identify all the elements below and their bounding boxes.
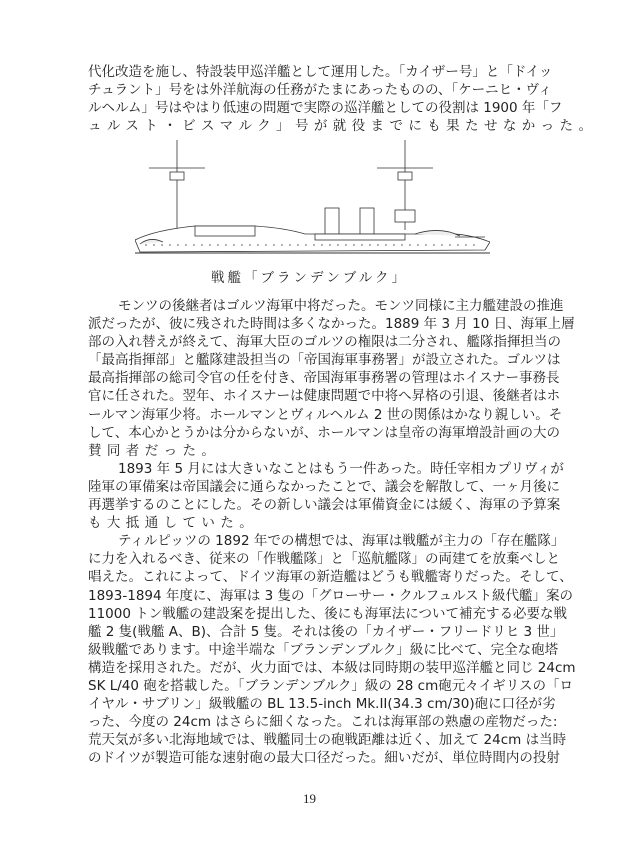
text-line: チュラント」号をは外洋航海の任務がたまにあったものの、「ケーニヒ・ヴィ (88, 82, 552, 99)
text-line: 部の入れ替えが終えて、海軍大臣のゴルツの権限は二分され、艦隊指揮担当の (88, 334, 562, 351)
top-paragraph (88, 63, 598, 135)
text-line: SK L/40 砲を搭載した。「ブランデンブルク」級の 28 cm砲元々イギリスの「ロ (88, 677, 573, 694)
text-line: 陸軍の軍備案は帝国議会に通らなかったことで、議会を解散して、一ヶ月後に (88, 478, 560, 495)
text-line: 再選挙するのことにした。その新しい議会は軍備資金には緩く、海軍の予算案 (88, 497, 561, 514)
text-line: 構造を採用された。だが、火力面では、本級は同時期の装甲巡洋艦と同じ 24cm (88, 659, 576, 676)
text-line: 荒天気が多い北海地域では、戦艦同士の砲戦距離は近く、加えて 24cm は当時 (88, 732, 567, 749)
text-line: して、本心かとうかは分からないが、ホールマンは皇帝の海軍増設計画の大の (88, 424, 560, 441)
body-text (88, 297, 576, 767)
text-line: 官に任された。翌年、ホイスナーは健康問題で中将へ昇格の引退、後継者はホ (88, 388, 561, 405)
figure-caption: 戦艦「ブランデンブルク」 (211, 270, 408, 286)
text-line: 11000 トン戦艦の建設案を提出した、後にも海軍法について補充する必要な戦 (88, 605, 567, 622)
text-line: のドイツが製造可能な速射砲の最大口径だった。細いだが、単位時間内の投射 (88, 750, 560, 767)
text-line: 代化改造を施し、特設装甲巡洋艦として運用した。「カイザー号」と「ドイッ (88, 64, 553, 80)
text-line: った、今度の 24cm はさらに細くなった。これは海軍部の熟慮の産物だった: (88, 714, 558, 731)
text-line: 級戦艦であります。中途半端な「ブランデンブルク」級に比べて、完全な砲塔 (88, 641, 559, 658)
page-number: 19 (303, 791, 316, 806)
text-line: モンツの後継者はゴルツ海軍中将だった。モンツ同様に主力艦建設の推進 (118, 298, 564, 314)
text-line: 派だったが、彼に残された時間は多くなかった。1889 年 3 月 10 日、海軍上層 (88, 316, 575, 333)
text-line: ールマン海軍少将。ホールマンとヴィルヘルム 2 世の関係はかなり親しい。そ (88, 406, 563, 423)
text-line: ュルスト・ビスマルク」号が就役までにも果たせなかった。 (88, 118, 598, 135)
text-line: 1893-1894 年度に、海軍は 3 隻の「グローサー・クルフュルスト級代艦」案の (88, 587, 574, 604)
text-line: 艦 2 隻(戦艦 A、B)、合計 5 隻。それは後の「カイザー・フリードリヒ 3 世」 (88, 623, 564, 640)
text-line: 「最高指揮部」と艦隊建設担当の「帝国海軍事務署」が設立された。ゴルツは (88, 352, 561, 369)
text-line: に力を入れるべき、従来の「作戦艦隊」と「巡航艦隊」の両建てを放棄べしと (88, 551, 560, 568)
text-line: も大抵通していた。 (88, 515, 259, 532)
text-line: ルヘルム」号はやはり低速の問題で実際の巡洋艦としての役割は 1900 年「フ (88, 100, 563, 117)
text-line: 最高指揮部の総司令官の任を付き、帝国海軍事務署の管理はホイスナー事務長 (88, 370, 560, 387)
battleship-illustration (135, 130, 490, 265)
text-line: ティルピッツの 1892 年での構想では、海軍は戦艦が主力の「存在艦隊」 (118, 533, 565, 550)
text-line: イヤル・サブリン」級戦艦の BL 13.5-inch Mk.II(34.3 cm/30)砲に口径が劣 (88, 696, 556, 713)
text-line: 賛同者だった。 (88, 442, 221, 459)
text-line: 唱えた。これによって、ドイツ海軍の新造艦はどうも戦艦寄りだった。そして、 (88, 569, 573, 586)
text-line: 1893 年 5 月には大きいなことはもう一件あった。時任宰相カプリヴィが (118, 460, 564, 477)
